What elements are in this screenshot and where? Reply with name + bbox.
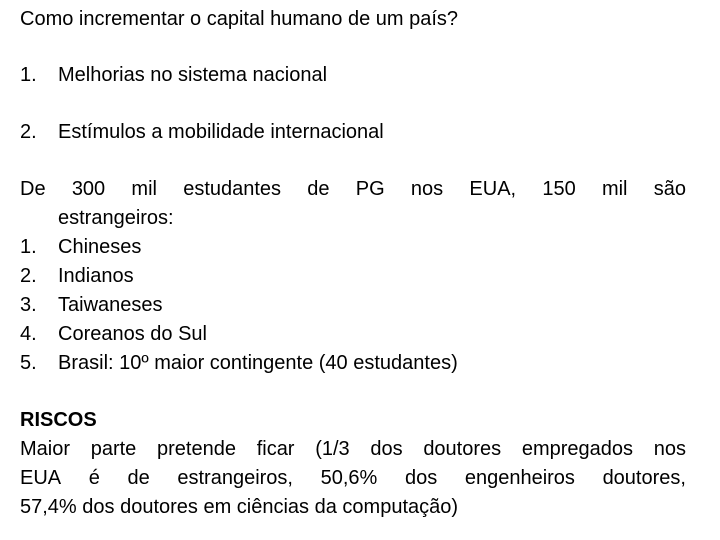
word: (1/3 bbox=[315, 438, 350, 460]
risks-heading: RISCOS bbox=[20, 409, 97, 431]
option-item-1 bbox=[20, 63, 327, 87]
option-item-2 bbox=[20, 120, 384, 144]
item-number: 4. bbox=[20, 323, 37, 345]
word: dos bbox=[370, 438, 403, 460]
word: estrangeiros, bbox=[177, 467, 293, 489]
word: de bbox=[307, 178, 330, 200]
word: pretende bbox=[157, 438, 236, 460]
student-item-4 bbox=[20, 322, 207, 346]
student-item-1 bbox=[20, 235, 141, 259]
word: Maior bbox=[20, 438, 71, 460]
item-text: Indianos bbox=[58, 265, 134, 287]
word: ficar bbox=[256, 438, 295, 460]
students-intro-line-1 bbox=[20, 177, 686, 201]
item-text: Coreanos do Sul bbox=[58, 323, 207, 345]
item-number: 1. bbox=[20, 236, 37, 258]
student-item-2 bbox=[20, 264, 134, 288]
word: parte bbox=[90, 438, 137, 460]
item-number: 2. bbox=[20, 265, 37, 287]
word: de bbox=[127, 467, 150, 489]
word: é bbox=[88, 467, 100, 489]
word: EUA bbox=[20, 467, 62, 489]
item-text: Chineses bbox=[58, 236, 142, 258]
item-number: 5. bbox=[20, 352, 37, 374]
word: mil bbox=[601, 178, 628, 200]
word: 300 bbox=[71, 178, 106, 200]
word: empregados bbox=[521, 438, 634, 460]
word: engenheiros bbox=[464, 467, 575, 489]
risks-line-3: 57,4% dos doutores em ciências da computação) bbox=[20, 496, 459, 518]
option-number: 1. bbox=[20, 64, 37, 86]
word: doutores bbox=[423, 438, 502, 460]
item-text: Taiwaneses bbox=[58, 294, 163, 316]
item-number: 3. bbox=[20, 294, 37, 316]
student-item-5 bbox=[20, 351, 458, 375]
risks-line-2 bbox=[20, 466, 686, 490]
word: nos bbox=[653, 438, 686, 460]
word: dos bbox=[404, 467, 438, 489]
student-item-3 bbox=[20, 293, 163, 317]
option-text: Estímulos a mobilidade internacional bbox=[58, 121, 384, 143]
word: nos bbox=[410, 178, 444, 200]
word: De bbox=[20, 178, 46, 200]
word: estudantes bbox=[183, 178, 282, 200]
word: são bbox=[653, 178, 686, 200]
word: mil bbox=[131, 178, 157, 200]
word: doutores, bbox=[602, 467, 686, 489]
question-heading: Como incrementar o capital humano de um país? bbox=[20, 8, 459, 30]
word: 150 bbox=[542, 178, 576, 200]
item-text: Brasil: 10º maior contingente (40 estudantes) bbox=[58, 352, 458, 374]
risks-line-1 bbox=[20, 437, 686, 461]
word: 50,6% bbox=[320, 467, 378, 489]
option-number: 2. bbox=[20, 121, 37, 143]
word: EUA, bbox=[469, 178, 517, 200]
option-text: Melhorias no sistema nacional bbox=[58, 64, 328, 86]
word: PG bbox=[355, 178, 385, 200]
students-intro-line-2: estrangeiros: bbox=[58, 207, 174, 229]
